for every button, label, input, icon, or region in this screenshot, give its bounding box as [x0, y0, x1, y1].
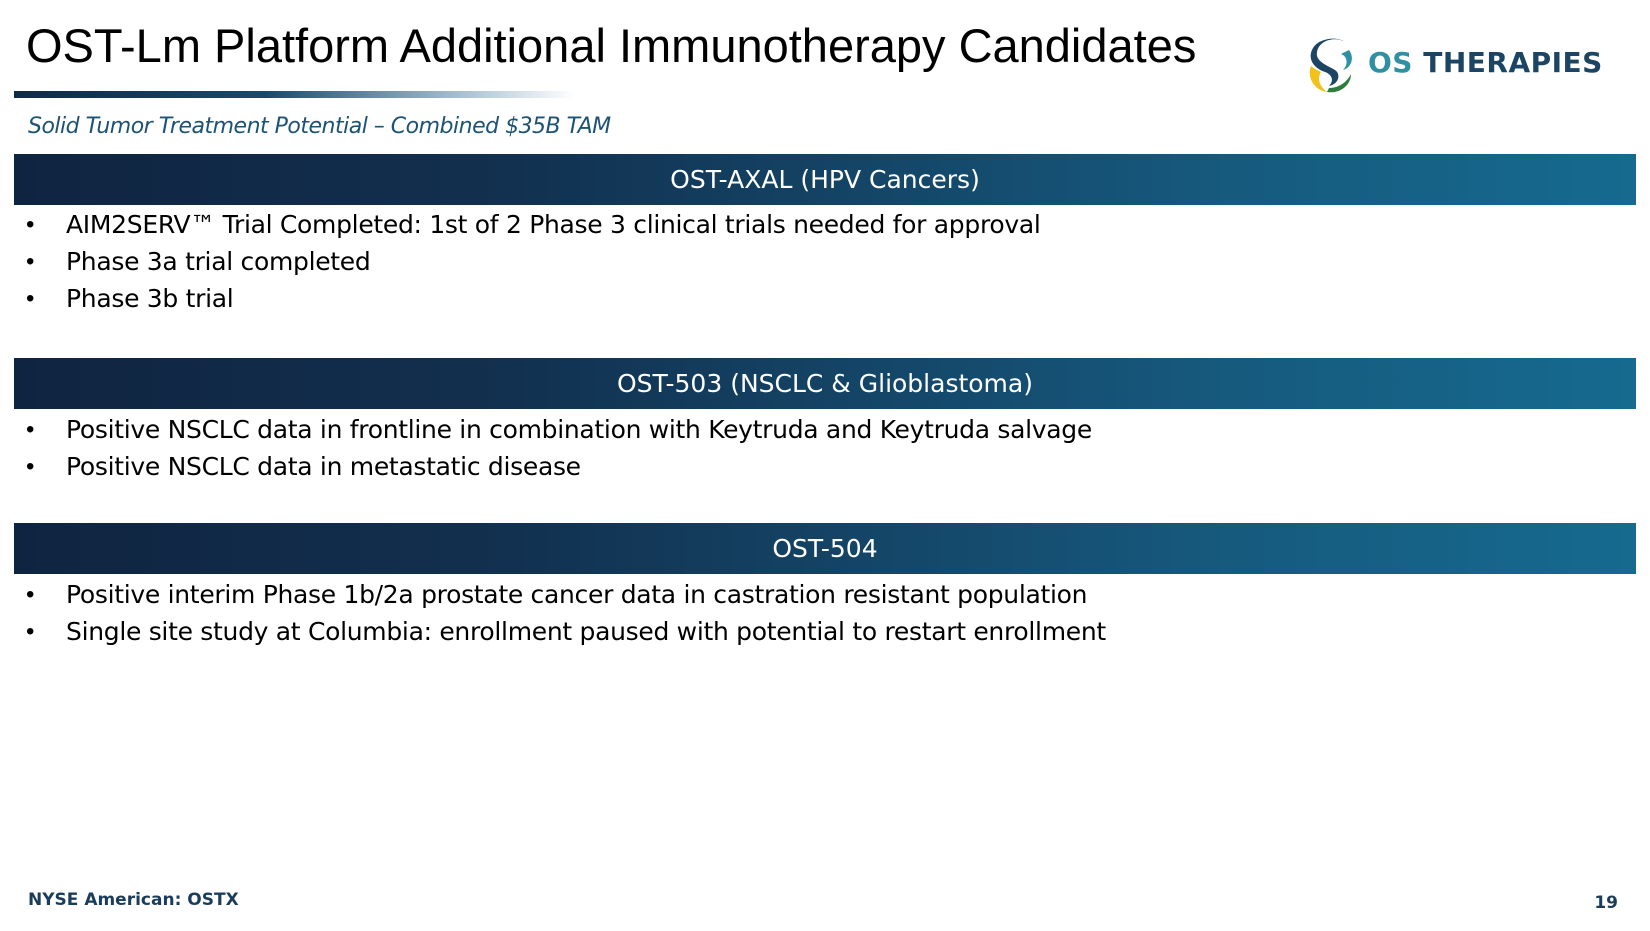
bullet-list-ost-504 — [26, 576, 1106, 650]
bullet-text: Positive NSCLC data in metastatic disease — [66, 452, 581, 481]
bullet-text: AIM2SERV™ Trial Completed: 1st of 2 Phase 3 clinical trials needed for approval — [66, 210, 1041, 239]
bullet-list-ost-axal — [26, 206, 1041, 317]
list-item — [26, 411, 1092, 448]
section-header-ost-503: OST-503 (NSCLC & Glioblastoma) — [14, 358, 1636, 409]
slide-subtitle: Solid Tumor Treatment Potential – Combined $35B TAM — [28, 114, 611, 139]
bullet-icon: • — [26, 416, 35, 443]
bullet-text: Positive NSCLC data in frontline in combination with Keytruda and Keytruda salvage — [66, 415, 1092, 444]
footer-ticker: NYSE American: OSTX — [28, 890, 239, 910]
bullet-text: Phase 3a trial completed — [66, 247, 371, 276]
bullet-icon: • — [26, 211, 35, 238]
slide-title: OST-Lm Platform Additional Immunotherapy Candidates — [26, 19, 1197, 72]
logo-wordmark — [1368, 46, 1603, 79]
list-item — [26, 613, 1106, 650]
list-item — [26, 576, 1106, 613]
bullet-icon: • — [26, 581, 35, 608]
list-item — [26, 243, 1041, 280]
section-header-ost-axal: OST-AXAL (HPV Cancers) — [14, 154, 1636, 205]
list-item — [26, 206, 1041, 243]
logo-text-therapies: THERAPIES — [1423, 46, 1603, 79]
list-item — [26, 280, 1041, 317]
section-header-ost-504: OST-504 — [14, 523, 1636, 574]
bullet-icon: • — [26, 285, 35, 312]
bullet-icon: • — [26, 453, 35, 480]
os-therapies-logo-mark-icon — [1305, 36, 1357, 94]
company-logo — [1305, 36, 1615, 94]
bullet-icon: • — [26, 618, 35, 645]
logo-text-os: OS — [1368, 46, 1413, 79]
bullet-text: Single site study at Columbia: enrollment paused with potential to restart enrollment — [66, 617, 1106, 646]
list-item — [26, 448, 1092, 485]
title-underline — [14, 91, 574, 98]
bullet-text: Phase 3b trial — [66, 284, 234, 313]
bullet-icon: • — [26, 248, 35, 275]
bullet-list-ost-503 — [26, 411, 1092, 485]
bullet-text: Positive interim Phase 1b/2a prostate cancer data in castration resistant population — [66, 580, 1088, 609]
page-number: 19 — [1594, 893, 1618, 913]
